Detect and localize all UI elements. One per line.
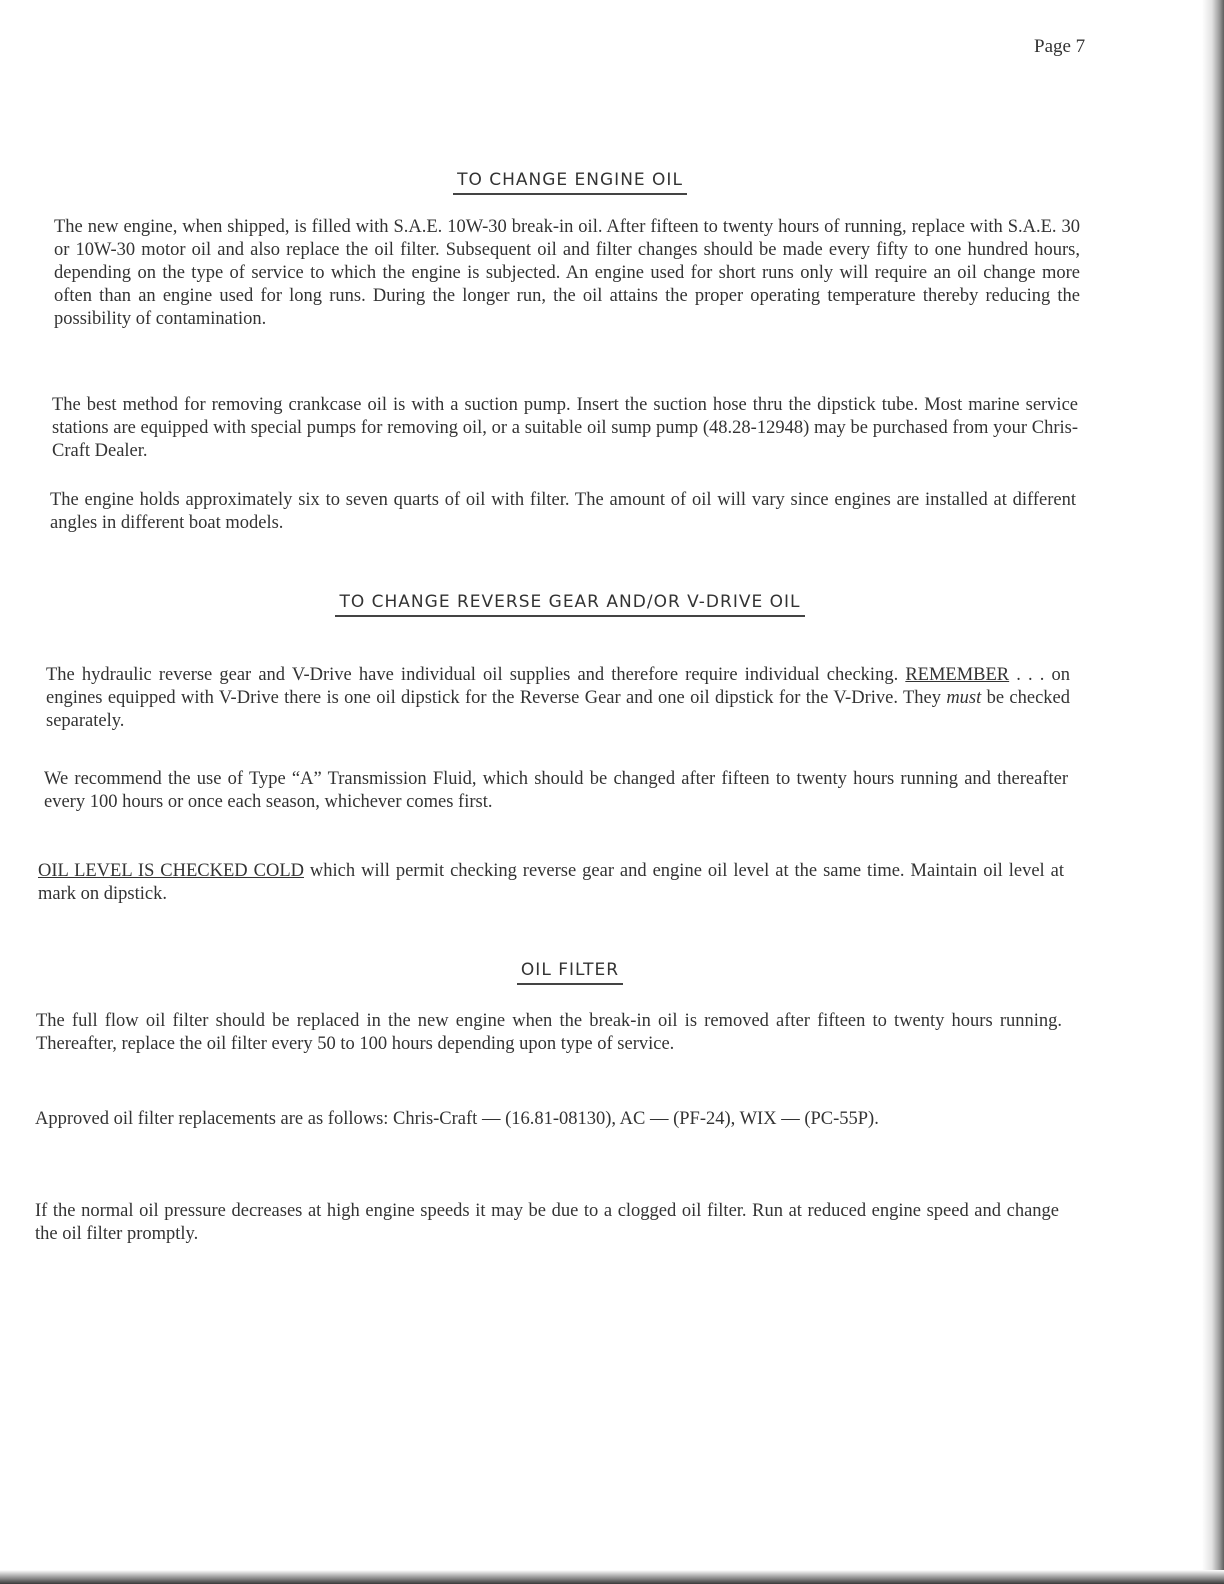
must-emphasis: must (946, 688, 982, 708)
scan-shadow-right-edge (1202, 0, 1224, 1584)
reverse-gear-paragraph-2: We recommend the use of Type “A” Transmission Fluid, which should be changed after fifteen to twenty hours running and thereafter every 100 hours or once each season, whichever comes first. (44, 769, 1068, 812)
oil-level-cold-emphasis: OIL LEVEL IS CHECKED COLD (38, 861, 304, 881)
heading-text: TO CHANGE ENGINE OIL (453, 170, 687, 195)
page-number: Page 7 (1034, 36, 1086, 57)
text-run: be checked separately. (46, 688, 1070, 731)
reverse-gear-paragraph-1 (46, 664, 1070, 733)
text-run: which will permit checking reverse gear and engine oil level at the same time. Maintain oil level at mark on dipstick. (38, 861, 1064, 904)
text-run: . . . on engines equipped with V-Drive there is one oil dipstick for the Reverse Gear and one oil dipstick for the V-Drive. They (46, 665, 1070, 708)
oil-filter-paragraph-1: The full flow oil filter should be replaced in the new engine when the break-in oil is removed after fifteen to twenty hours running. Thereafter, replace the oil filter every 50 to 100 hours depending upon type of service. (36, 1011, 1062, 1054)
remember-emphasis: REMEMBER (905, 665, 1010, 685)
text-run: The hydraulic reverse gear and V-Drive have individual oil supplies and therefore require individual checking. (46, 665, 906, 685)
section-heading-oil-filter (0, 960, 1140, 980)
heading-text: TO CHANGE REVERSE GEAR AND/OR V-DRIVE OIL (335, 592, 804, 617)
section-heading-engine-oil (0, 170, 1140, 190)
oil-filter-paragraph-3: If the normal oil pressure decreases at high engine speeds it may be due to a clogged oil filter. Run at reduced engine speed and change the oil filter promptly. (35, 1201, 1059, 1244)
heading-text: OIL FILTER (517, 960, 623, 985)
engine-oil-paragraph-1: The new engine, when shipped, is filled with S.A.E. 10W-30 break-in oil. After fifteen to twenty hours of running, replace with S.A.E. 30 or 10W-30 motor oil and also replace the oil filter. Subsequent oil and filter changes should be made every fifty to one hundred hours, depending on the type of service to which the engine is subjected. An engine used for short runs only will require an oil change more often than an engine used for long runs. During the longer run, the oil attains the proper operating temperature thereby reducing the possibility of contamination. (54, 217, 1080, 329)
scan-shadow-bottom-edge (0, 1570, 1224, 1584)
engine-oil-paragraph-3: The engine holds approximately six to seven quarts of oil with filter. The amount of oil will vary since engines are installed at different angles in different boat models. (50, 490, 1076, 533)
engine-oil-paragraph-2: The best method for removing crankcase oil is with a suction pump. Insert the suction hose thru the dipstick tube. Most marine service stations are equipped with special pumps for removing oil, or a suitable oil sump pump (48.28-12948) may be purchased from your Chris-Craft Dealer. (52, 395, 1078, 461)
reverse-gear-paragraph-3 (38, 860, 1064, 906)
section-heading-reverse-gear-oil (0, 592, 1140, 612)
oil-filter-paragraph-2: Approved oil filter replacements are as follows: Chris-Craft — (16.81-08130), AC — (PF-24), WIX — (PC-55P). (35, 1109, 879, 1129)
